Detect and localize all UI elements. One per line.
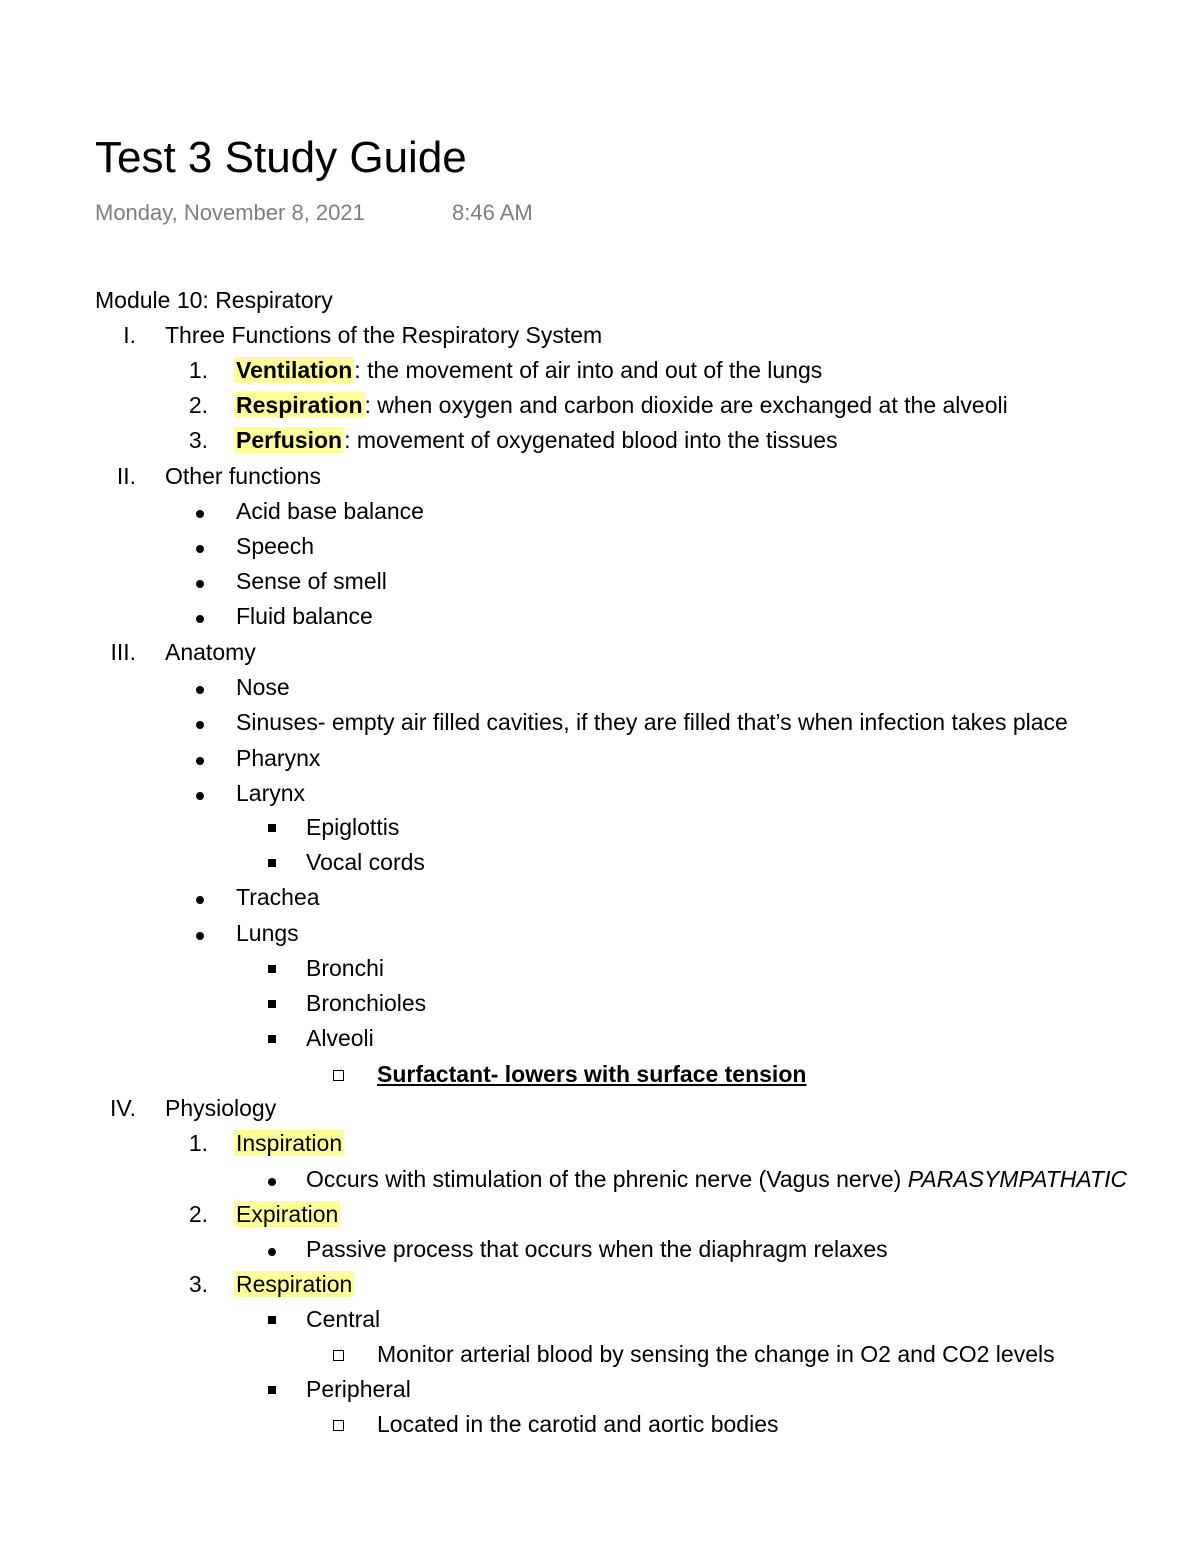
highlighted-term: Inspiration <box>236 1130 343 1156</box>
section-title: Physiology <box>165 1095 277 1121</box>
hollow-square-bullet-icon <box>333 1070 344 1081</box>
list-item: Pharynx <box>236 745 321 771</box>
term-definition: : when oxygen and carbon dioxide are exchanged at the alveoli <box>364 392 1008 418</box>
square-bullet-icon <box>268 1386 276 1394</box>
bullet-icon <box>196 792 204 800</box>
hollow-square-bullet-icon <box>333 1420 344 1431</box>
highlighted-term: Respiration <box>236 1271 353 1297</box>
section-title: Three Functions of the Respiratory System <box>165 322 603 348</box>
list-item: Monitor arterial blood by sensing the change in O2 and CO2 levels <box>377 1341 1055 1367</box>
detail-italic: PARASYMPATHATIC <box>907 1166 1128 1192</box>
list-item: Trachea <box>236 884 320 910</box>
list-item <box>236 389 1008 421</box>
list-marker: 2. <box>188 392 208 418</box>
list-marker: 1. <box>188 357 208 383</box>
bullet-icon <box>196 721 204 729</box>
list-item <box>236 424 838 456</box>
list-item <box>236 1268 354 1300</box>
list-item: Sense of smell <box>236 568 387 594</box>
highlighted-term: Ventilation <box>236 357 353 383</box>
list-marker: 2. <box>188 1201 208 1227</box>
list-marker: 3. <box>188 427 208 453</box>
highlighted-term: Perfusion <box>236 427 343 453</box>
section-marker: II. <box>116 463 136 489</box>
list-item <box>306 1163 1127 1195</box>
square-bullet-icon <box>268 824 276 832</box>
square-bullet-icon <box>268 1316 276 1324</box>
list-item: Fluid balance <box>236 603 373 629</box>
list-item: Epiglottis <box>306 814 400 840</box>
bullet-icon <box>196 545 204 553</box>
module-heading: Module 10: Respiratory <box>95 287 333 313</box>
term-definition: : the movement of air into and out of the lungs <box>354 357 823 383</box>
section-marker: IV. <box>109 1095 136 1121</box>
list-marker: 1. <box>188 1130 208 1156</box>
page-title: Test 3 Study Guide <box>95 133 467 182</box>
section-title: Anatomy <box>165 639 256 665</box>
bullet-icon <box>196 580 204 588</box>
list-item: Nose <box>236 674 290 700</box>
list-item: Speech <box>236 533 315 559</box>
section-marker: I. <box>123 322 136 348</box>
list-item: Bronchioles <box>306 990 427 1016</box>
list-item: Acid base balance <box>236 498 424 524</box>
detail-text: Occurs with stimulation of the phrenic nerve (Vagus nerve) <box>306 1166 908 1192</box>
list-item: Bronchi <box>306 955 384 981</box>
section-marker: III. <box>110 639 136 665</box>
list-item: Peripheral <box>306 1376 411 1402</box>
list-item: Larynx <box>236 780 306 806</box>
section-title: Other functions <box>165 463 321 489</box>
bullet-icon <box>196 510 204 518</box>
list-item: Located in the carotid and aortic bodies <box>377 1411 779 1437</box>
bullet-icon <box>268 1248 276 1256</box>
square-bullet-icon <box>268 1035 276 1043</box>
list-item: Alveoli <box>306 1025 374 1051</box>
list-item: Passive process that occurs when the diaphragm relaxes <box>306 1236 888 1262</box>
page-time: 8:46 AM <box>452 200 533 225</box>
highlighted-term: Expiration <box>236 1201 339 1227</box>
list-item <box>236 1198 340 1230</box>
hollow-square-bullet-icon <box>333 1350 344 1361</box>
list-item: Central <box>306 1306 381 1332</box>
list-item <box>236 1127 344 1159</box>
bullet-icon <box>196 757 204 765</box>
list-item <box>236 354 822 386</box>
square-bullet-icon <box>268 859 276 867</box>
bullet-icon <box>196 896 204 904</box>
bullet-icon <box>268 1178 276 1186</box>
square-bullet-icon <box>268 1000 276 1008</box>
term-definition: : movement of oxygenated blood into the tissues <box>344 427 838 453</box>
bullet-icon <box>196 615 204 623</box>
list-item: Vocal cords <box>306 849 425 875</box>
highlighted-term: Respiration <box>236 392 363 418</box>
list-marker: 3. <box>188 1271 208 1297</box>
square-bullet-icon <box>268 965 276 973</box>
bullet-icon <box>196 686 204 694</box>
bullet-icon <box>196 932 204 940</box>
list-item: Surfactant- lowers with surface tension <box>377 1061 807 1087</box>
list-item: Lungs <box>236 920 299 946</box>
page-date: Monday, November 8, 2021 <box>95 200 365 225</box>
list-item: Sinuses- empty air filled cavities, if they are filled that’s when infection takes place <box>236 709 1068 735</box>
